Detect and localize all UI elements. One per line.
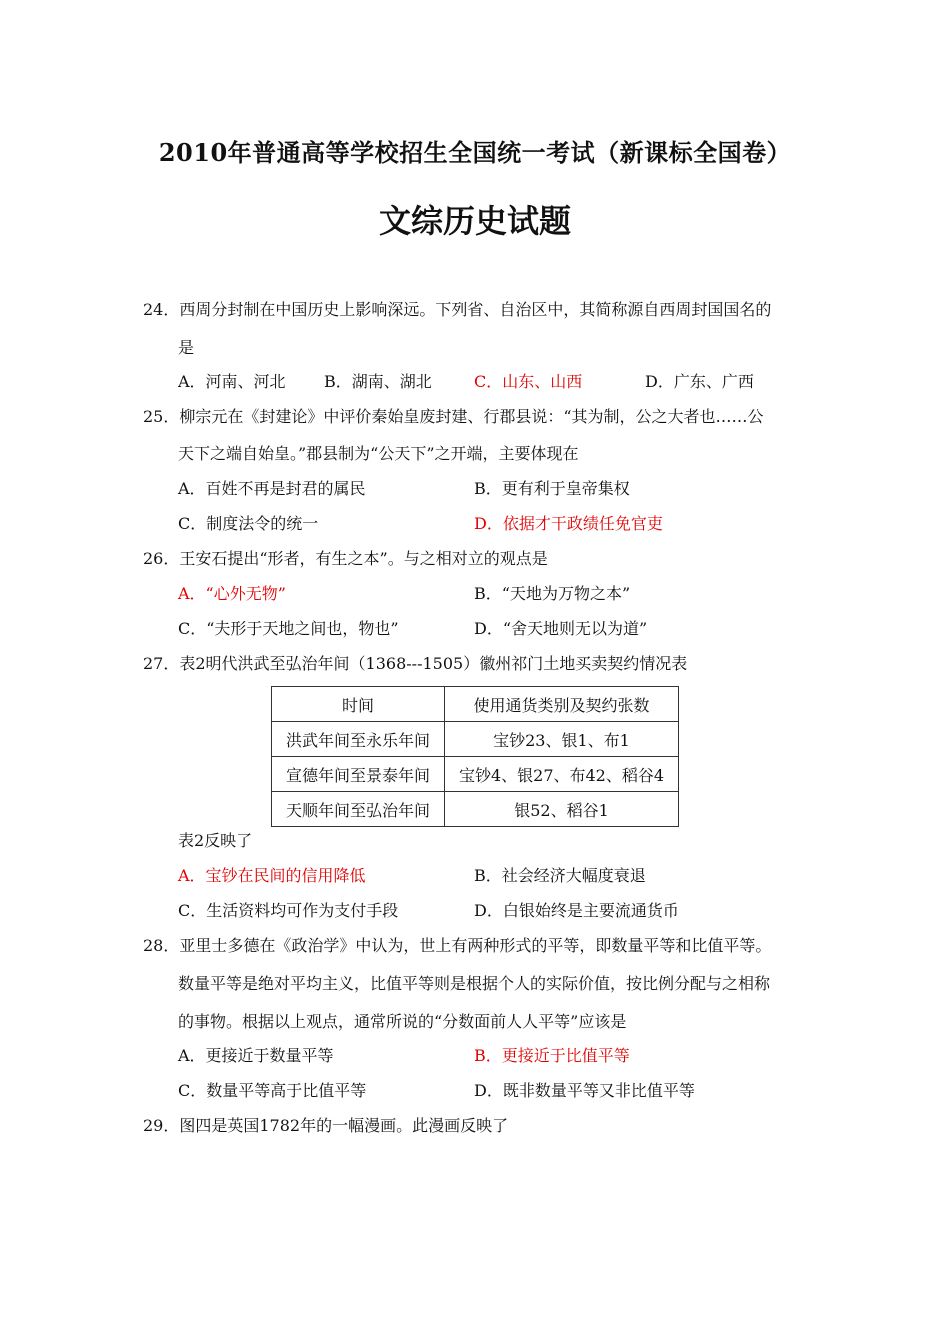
table-cell: 银52、稻谷1 [445,792,679,827]
q29-stem-line1: 29．图四是英国1782年的一幅漫画。此漫画反映了 [143,1116,509,1135]
exam-subtitle: 文综历史试题 [378,202,571,240]
table-row [272,722,679,757]
table-cell: 宝钞23、银1、布1 [445,722,679,757]
q27-option-b: B．社会经济大幅度衰退 [474,866,646,885]
q25-option-c: C．制度法令的统一 [178,514,319,533]
table-cell: 天顺年间至弘治年间 [272,792,445,827]
table-header-row [272,687,679,722]
q25-option-d-answer: D．依据才干政绩任免官吏 [474,514,663,533]
q28-stem-line2: 数量平等是绝对平均主义，比值平等则是根据个人的实际价值，按比例分配与之相称 [178,974,771,993]
q27-option-d: D．白银始终是主要流通货币 [474,901,679,920]
table-header-cell: 使用通货类别及契约张数 [445,687,679,722]
q24-option-a: A．河南、河北 [178,372,286,391]
q24-option-b: B．湖南、湖北 [324,372,432,391]
q27-stem-line2: 表2反映了 [178,831,253,850]
table-cell: 宝钞4、银27、布42、稻谷4 [445,757,679,792]
q25-option-b: B．更有利于皇帝集权 [474,479,630,498]
q26-option-d: D．“舍天地则无以为道” [474,619,648,638]
q28-stem-line1: 28．亚里士多德在《政治学》中认为，世上有两种形式的平等，即数量平等和比值平等。 [143,936,772,955]
table-cell: 洪武年间至永乐年间 [272,722,445,757]
q24-stem-line2: 是 [178,338,195,357]
q24-option-c-answer: C．山东、山西 [474,372,583,391]
exam-title: 2010年普通高等学校招生全国统一考试（新课标全国卷） [158,138,792,167]
q24-option-d: D．广东、广西 [645,372,754,391]
q27-option-c: C．生活资料均可作为支付手段 [178,901,399,920]
q25-stem-line2: 天下之端自始皇。”郡县制为“公天下”之开端，主要体现在 [178,444,579,463]
table-row [272,792,679,827]
q26-option-c: C．“夫形于天地之间也，物也” [178,619,399,638]
q28-option-a: A．更接近于数量平等 [178,1046,334,1065]
q25-stem-line1: 25．柳宗元在《封建论》中评价秦始皇废封建、行郡县说：“其为制，公之大者也……公 [143,407,764,426]
q28-option-b-answer: B．更接近于比值平等 [474,1046,630,1065]
q27-option-a-answer: A．宝钞在民间的信用降低 [178,866,366,885]
table-row [272,757,679,792]
q28-option-c: C．数量平等高于比值平等 [178,1081,367,1100]
q25-option-a: A．百姓不再是封君的属民 [178,479,366,498]
q28-option-d: D．既非数量平等又非比值平等 [474,1081,695,1100]
q28-stem-line3: 的事物。根据以上观点，通常所说的“分数面前人人平等”应该是 [178,1012,627,1031]
table-header-cell: 时间 [272,687,445,722]
q26-option-b: B．“天地为万物之本” [474,584,631,603]
q26-stem-line1: 26．王安石提出“形者，有生之本”。与之相对立的观点是 [143,549,548,568]
q27-data-table [271,686,679,827]
table-cell: 宣德年间至景泰年间 [272,757,445,792]
q27-stem-line1: 27．表2明代洪武至弘治年间（1368---1505）徽州祁门土地买卖契约情况表 [143,654,688,673]
q24-stem-line1: 24．西周分封制在中国历史上影响深远。下列省、自治区中，其简称源自西周封国国名的 [143,300,772,319]
q26-option-a-answer: A．“心外无物” [178,584,286,603]
